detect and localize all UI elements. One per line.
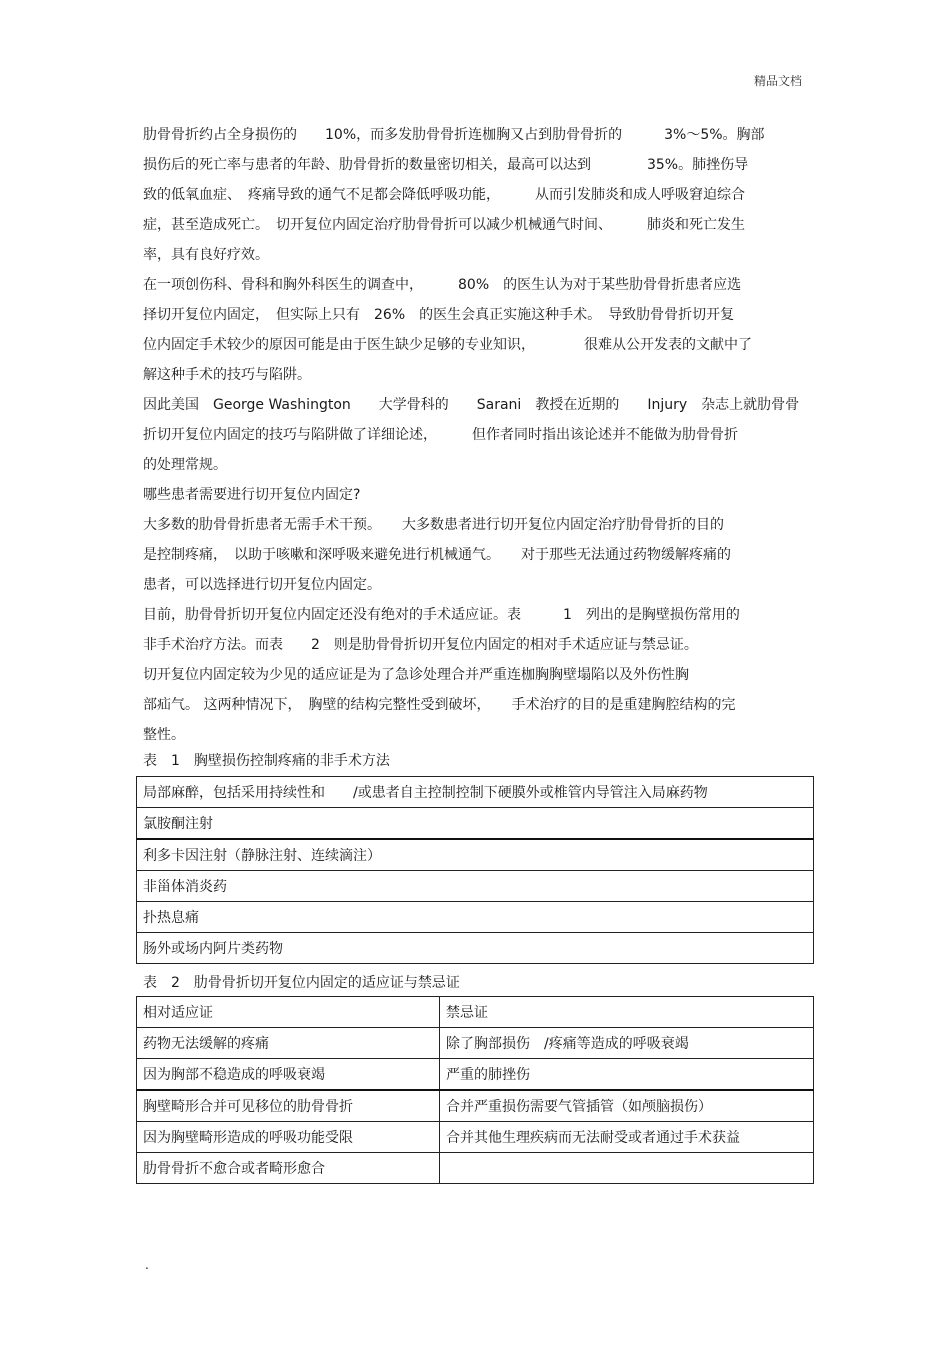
table-header-row [137,997,814,1028]
text-line: 哪些患者需要进行切开复位内固定? [143,487,361,503]
table-cell [440,1153,814,1184]
paragraph-1 [143,120,808,270]
text-line: 肋骨骨折约占全身损伤的 10%，而多发肋骨骨折连枷胸又占到肋骨骨折的 3%～5%。胸部 [143,127,765,143]
text-line: 率，具有良好疗效。 [143,247,269,263]
table-cell: 因为胸部不稳造成的呼吸衰竭 [137,1059,440,1091]
table-row [137,1090,814,1122]
paragraph-6 [143,660,808,750]
text-line: 非手术治疗方法。而表 2 则是肋骨骨折切开复位内固定的相对手术适应证与禁忌证。 [143,637,698,653]
table-cell: 氯胺酮注射 [137,808,814,840]
table-row [137,777,814,808]
table-row [137,933,814,964]
table-row [137,871,814,902]
paragraph-5 [143,600,808,660]
text-line: 整性。 [143,727,185,743]
text-line: 解这种手术的技巧与陷阱。 [143,367,311,383]
text-line: 在一项创伤科、骨科和胸外科医生的调查中， 80% 的医生认为对于某些肋骨骨折患者应选 [143,277,742,293]
text-line: 的处理常规。 [143,457,227,473]
table-cell: 胸壁畸形合并可见移位的肋骨骨折 [137,1090,440,1122]
table-row [137,808,814,840]
text-line: 症，甚至造成死亡。 切开复位内固定治疗肋骨骨折可以减少机械通气时间、 肺炎和死亡发生 [143,217,745,233]
text-line: 择切开复位内固定， 但实际上只有 26% 的医生会真正实施这种手术。 导致肋骨骨折切开复 [143,307,735,323]
table-row [137,1028,814,1059]
table-row [137,839,814,871]
table-row [137,1059,814,1091]
footer-mark: . [145,1258,149,1272]
table-1-caption: 表 1 胸壁损伤控制疼痛的非手术方法 [143,753,390,769]
paragraph-3 [143,390,808,480]
text-line: 患者，可以选择进行切开复位内固定。 [143,577,381,593]
table-row [137,902,814,933]
table-cell: 扑热息痛 [137,902,814,933]
table-cell: 局部麻醉，包括采用持续性和 /或患者自主控制控制下硬膜外或椎管内导管注入局麻药物 [137,777,814,808]
text-line: 目前，肋骨骨折切开复位内固定还没有绝对的手术适应证。表 1 列出的是胸壁损伤常用的 [143,607,740,623]
column-header-indications: 相对适应证 [137,997,440,1028]
table-1 [136,776,814,964]
text-line: 是控制疼痛， 以助于咳嗽和深呼吸来避免进行机械通气。 对于那些无法通过药物缓解疼痛的 [143,547,731,563]
table-cell: 合并其他生理疾病而无法耐受或者通过手术获益 [440,1122,814,1153]
table-cell: 肠外或场内阿片类药物 [137,933,814,964]
table-cell: 因为胸壁畸形造成的呼吸功能受限 [137,1122,440,1153]
page-header-label: 精品文档 [753,74,802,88]
text-line: 因此美国 George Washington 大学骨科的 Sarani 教授在近期的 Injury 杂志上就肋骨骨 [143,397,800,413]
section-heading [143,480,808,510]
text-line: 损伤后的死亡率与患者的年龄、肋骨骨折的数量密切相关，最高可以达到 35%。肺挫伤导 [143,157,749,173]
text-line: 致的低氧血症、 疼痛导致的通气不足都会降低呼吸功能， 从而引发肺炎和成人呼吸窘迫综合 [143,187,745,203]
table-row [137,1153,814,1184]
column-header-contraindications: 禁忌证 [440,997,814,1028]
table-cell: 合并严重损伤需要气管插管（如颅脑损伤） [440,1090,814,1122]
table-cell: 除了胸部损伤 /疼痛等造成的呼吸衰竭 [440,1028,814,1059]
table-row [137,1122,814,1153]
text-line: 位内固定手术较少的原因可能是由于医生缺少足够的专业知识， 很难从公开发表的文献中了 [143,337,752,353]
table-2 [136,996,814,1184]
table-cell: 肋骨骨折不愈合或者畸形愈合 [137,1153,440,1184]
document-body [143,120,808,770]
paragraph-4 [143,510,808,600]
text-line: 切开复位内固定较为少见的适应证是为了急诊处理合并严重连枷胸胸壁塌陷以及外伤性胸 [143,667,689,683]
paragraph-2 [143,270,808,390]
table-cell: 严重的肺挫伤 [440,1059,814,1091]
text-line: 大多数的肋骨骨折患者无需手术干预。 大多数患者进行切开复位内固定治疗肋骨骨折的目的 [143,517,724,533]
table-2-caption: 表 2 肋骨骨折切开复位内固定的适应证与禁忌证 [143,975,460,991]
table-cell: 利多卡因注射（静脉注射、连续滴注） [137,839,814,871]
text-line: 折切开复位内固定的技巧与陷阱做了详细论述， 但作者同时指出该论述并不能做为肋骨骨折 [143,427,738,443]
table-cell: 非甾体消炎药 [137,871,814,902]
table-cell: 药物无法缓解的疼痛 [137,1028,440,1059]
text-line: 部疝气。 这两种情况下， 胸壁的结构完整性受到破坏， 手术治疗的目的是重建胸腔结构的完 [143,697,736,713]
